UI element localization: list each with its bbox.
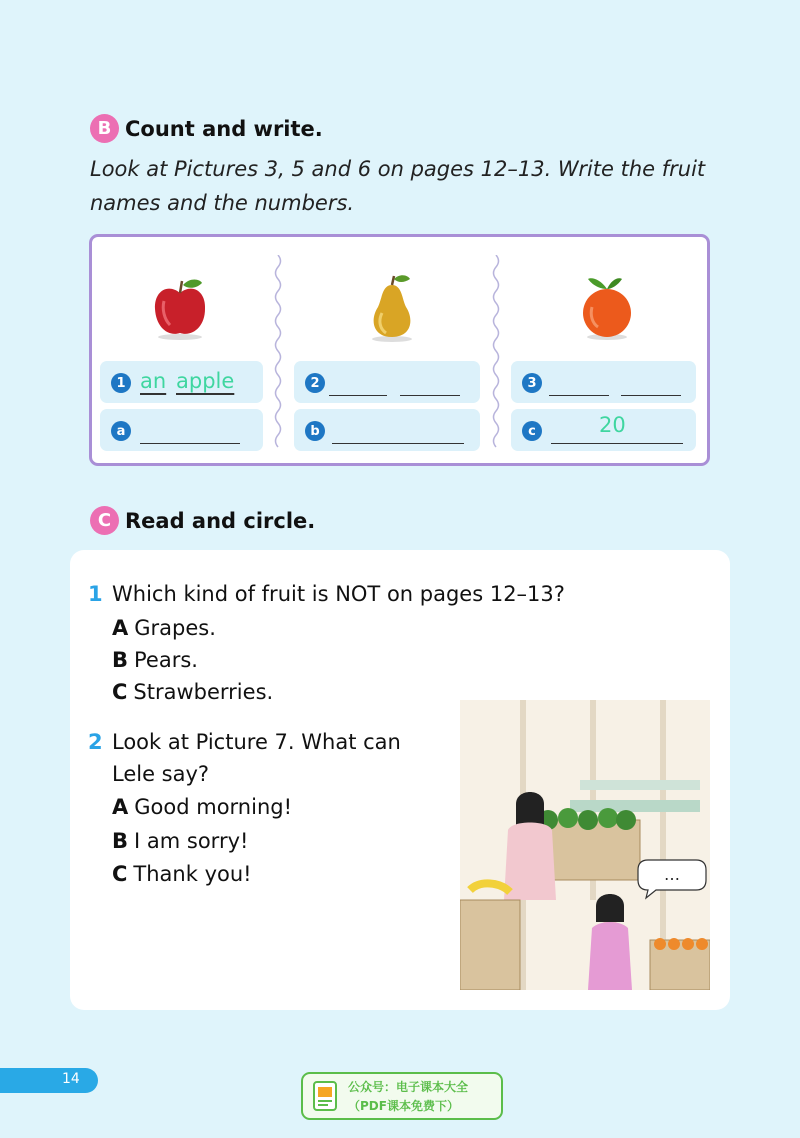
option-1c[interactable]	[112, 680, 273, 704]
name-blank-2b[interactable]	[400, 369, 460, 396]
count-and-write-box	[89, 234, 710, 466]
letter-circle: b	[305, 421, 325, 441]
fruit-market-illustration	[460, 700, 710, 990]
count-blank-b[interactable]	[332, 417, 464, 444]
page-number: 14	[62, 1071, 80, 1087]
question-1-text: Which kind of fruit is NOT on pages 12–13?	[112, 582, 565, 606]
name-blank-3b[interactable]	[621, 369, 681, 396]
answer-word-apple: apple	[176, 369, 235, 393]
option-letter: B	[112, 648, 129, 672]
option-letter: A	[112, 616, 129, 640]
pear-icon	[364, 273, 420, 343]
watermark-line-1: 公众号：电子课本大全	[348, 1080, 469, 1094]
option-2c[interactable]	[112, 862, 252, 886]
question-number: 1	[88, 582, 103, 606]
fruit-count-row-c	[511, 409, 696, 451]
read-and-circle-card	[70, 550, 730, 1010]
count-blank-a[interactable]	[140, 417, 240, 444]
letter-circle: c	[522, 421, 542, 441]
section-b-title: Count and write.	[125, 116, 323, 141]
question-number: 2	[88, 730, 103, 754]
option-text: Pears.	[134, 648, 198, 672]
option-1b[interactable]	[112, 648, 198, 672]
letter-circle: a	[111, 421, 131, 441]
question-2-text-line2: Lele say?	[112, 762, 210, 786]
section-b-badge: B	[90, 114, 119, 143]
option-text: I am sorry!	[134, 829, 249, 853]
page-number-tab	[0, 1068, 98, 1093]
option-letter: A	[112, 795, 129, 819]
section-c-badge: C	[90, 506, 119, 535]
option-letter: B	[112, 829, 129, 853]
option-letter: C	[112, 862, 128, 886]
wavy-divider	[490, 255, 502, 451]
section-c-title: Read and circle.	[125, 508, 316, 533]
option-text: Good morning!	[134, 795, 293, 819]
question-2-text-line1: Look at Picture 7. What can	[112, 730, 401, 754]
fruit-name-row-1	[100, 361, 263, 403]
number-circle: 1	[111, 373, 131, 393]
option-1a[interactable]	[112, 616, 216, 640]
apple-icon	[150, 275, 210, 341]
option-text: Strawberries.	[133, 680, 274, 704]
fruit-name-row-2	[294, 361, 480, 403]
ebook-icon	[312, 1080, 338, 1112]
section-c-heading	[90, 506, 315, 535]
option-text: Grapes.	[134, 616, 216, 640]
fruit-count-row-b	[294, 409, 480, 451]
section-b-heading	[90, 114, 323, 143]
answer-count-20: 20	[599, 413, 626, 437]
option-letter: C	[112, 680, 128, 704]
fruit-name-row-3	[511, 361, 696, 403]
orange-icon	[578, 271, 636, 341]
speech-bubble-text: …	[664, 865, 680, 884]
name-blank-2a[interactable]	[329, 369, 387, 396]
wavy-divider	[272, 255, 284, 451]
fruit-count-row-a	[100, 409, 263, 451]
section-b-instructions: Look at Pictures 3, 5 and 6 on pages 12–13. Write the fruit names and the numbers.	[90, 157, 706, 215]
option-2a[interactable]	[112, 795, 292, 819]
watermark-line-2: （PDF课本免费下）	[348, 1099, 459, 1113]
number-circle: 2	[305, 373, 325, 393]
name-blank-3a[interactable]	[549, 369, 609, 396]
answer-word-an: an	[140, 369, 167, 393]
option-2b[interactable]	[112, 829, 248, 853]
option-text: Thank you!	[133, 862, 252, 886]
number-circle: 3	[522, 373, 542, 393]
watermark-badge	[301, 1072, 503, 1120]
